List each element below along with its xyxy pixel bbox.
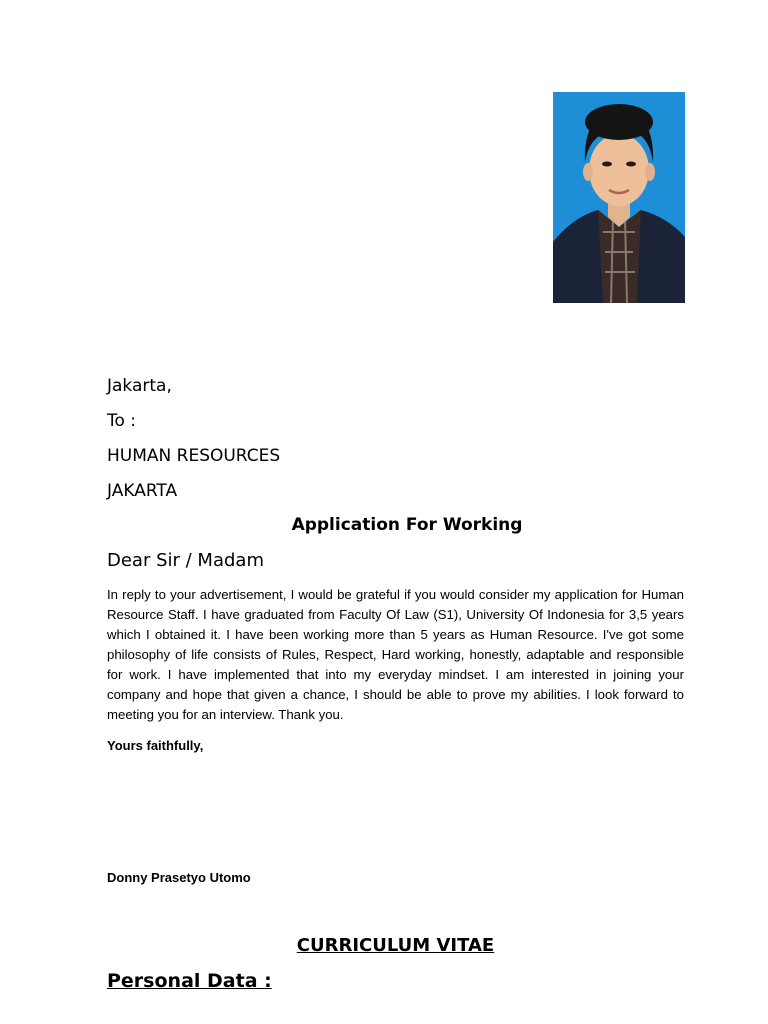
letter-body: In reply to your advertisement, I would be grateful if you would consider my application for Human Resource Staff. I have graduated from Faculty Of Law (S1), University Of Indonesia for 3,5 years which I obtained it. I have been working more than 5 years as Human Resource. I've got some philosophy of life consists of Rules, Respect, Hard working, honestly, adaptable and responsible for work. I have implemented that into my everyday mindset. I am interested in joining your company and hope that given a chance, I should be able to prove my abilities. I look forward to meeting you for an interview. Thank you. bbox=[107, 587, 684, 722]
letter-subject: Application For Working bbox=[291, 515, 523, 535]
cv-title: CURRICULUM VITAE bbox=[296, 935, 495, 956]
applicant-photo bbox=[553, 92, 685, 303]
recipient-city: JAKARTA bbox=[107, 481, 178, 501]
personal-data-heading: Personal Data : bbox=[107, 970, 272, 992]
signature-name: Donny Prasetyo Utomo bbox=[107, 870, 251, 885]
letter-closing: Yours faithfully, bbox=[107, 738, 204, 753]
portrait-image bbox=[553, 92, 685, 303]
letter-place: Jakarta, bbox=[107, 376, 172, 396]
recipient-department: HUMAN RESOURCES bbox=[107, 446, 281, 466]
letter-salutation: Dear Sir / Madam bbox=[107, 550, 264, 571]
letter-to-label: To : bbox=[107, 411, 137, 431]
